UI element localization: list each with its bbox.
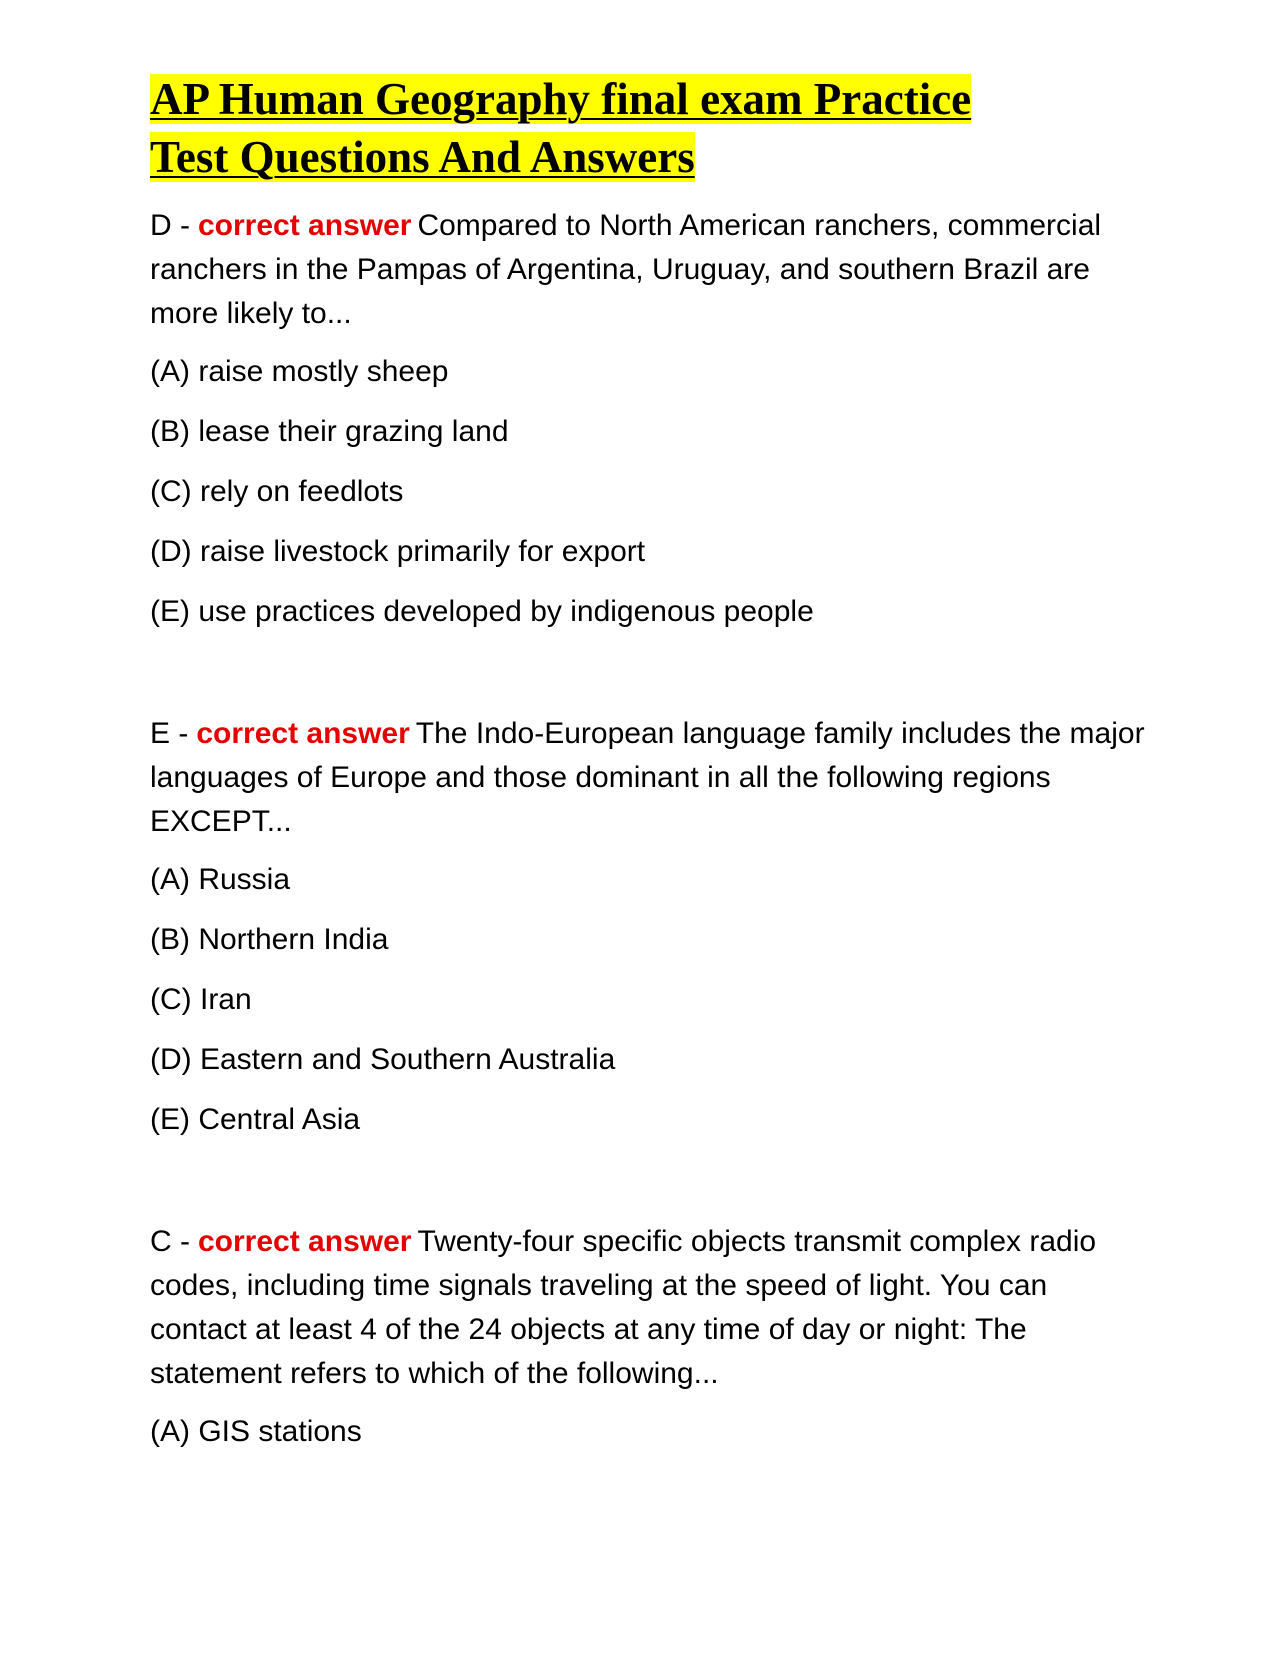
option-b: (B) Northern India [150,923,389,956]
answer-letter: C - [150,1225,190,1258]
question-text-3 [150,1220,1150,1396]
document-title-line-2: Test Questions And Answers [150,132,695,182]
correct-answer-label: correct answer [198,1225,412,1258]
correct-answer-label: correct answer [198,209,412,242]
option-a: (A) GIS stations [150,1415,362,1448]
question-block-1 [150,204,1150,634]
option-c: (C) Iran [150,983,252,1016]
option-e: (E) use practices developed by indigenous people [150,595,814,628]
option-c: (C) rely on feedlots [150,475,404,508]
option-a: (A) Russia [150,863,291,896]
option-e: (E) Central Asia [150,1103,361,1136]
question-text-1 [150,204,1150,336]
question-block-3 [150,1220,1150,1454]
option-a: (A) raise mostly sheep [150,355,449,388]
option-d: (D) Eastern and Southern Australia [150,1043,616,1076]
document-content [150,70,1150,1470]
answer-letter: D - [150,209,190,242]
option-d: (D) raise livestock primarily for export [150,535,646,568]
correct-answer-label: correct answer [196,717,410,750]
document-title [150,70,1150,186]
question-prompt: Twenty-four specific objects transmit complex radio codes, including time signals traveling at the speed of light. You can contact at least 4 of the 24 objects at any time of day or night: The statement refers to which of the following... [150,1225,1097,1390]
question-prompt: The Indo-European language family includes the major languages of Europe and those dominant in all the following regions EXCEPT... [150,717,1145,838]
option-b: (B) lease their grazing land [150,415,509,448]
document-title-line-1: AP Human Geography final exam Practice [150,74,972,124]
question-text-2 [150,712,1150,844]
question-prompt: Compared to North American ranchers, commercial ranchers in the Pampas of Argentina, Uruguay, and southern Brazil are more likely to... [150,209,1102,330]
answer-letter: E - [150,717,189,750]
question-block-2 [150,712,1150,1142]
